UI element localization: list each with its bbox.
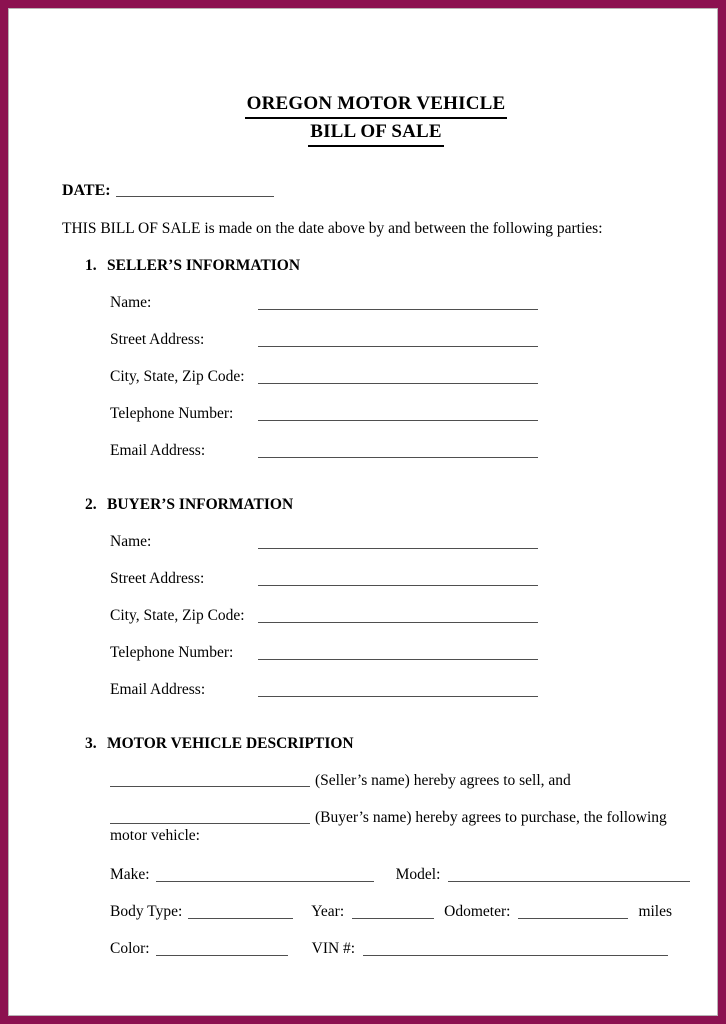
field-row (110, 294, 690, 312)
seller-section-number: 1. (85, 257, 97, 274)
odometer-input-line[interactable] (518, 903, 628, 919)
buyer-name-label: Name: (110, 533, 152, 550)
date-label: DATE: (62, 182, 111, 199)
title-line-2: BILL OF SALE (308, 119, 444, 147)
miles-label: miles (638, 903, 673, 920)
vin-label: VIN #: (311, 940, 356, 957)
title-line-1: OREGON MOTOR VEHICLE (245, 91, 508, 119)
seller-street-input-line[interactable] (258, 331, 538, 347)
buyer-clause-text: (Buyer’s name) hereby agrees to purchase, the following (315, 809, 667, 826)
model-label: Model: (395, 866, 441, 883)
seller-name-fill-line[interactable] (110, 786, 310, 787)
buyer-city-state-zip-label: City, State, Zip Code: (110, 607, 245, 624)
year-label: Year: (311, 903, 345, 920)
seller-section-heading (85, 257, 690, 275)
field-row (110, 644, 690, 662)
field-row (110, 533, 690, 551)
field-row (110, 331, 690, 349)
body-year-odometer-row (110, 903, 690, 921)
buyer-section-number: 2. (85, 496, 97, 513)
seller-name-input-line[interactable] (258, 294, 538, 310)
buyer-telephone-label: Telephone Number: (110, 644, 234, 661)
vin-input-line[interactable] (363, 940, 668, 956)
buyer-clause-continuation: motor vehicle: (110, 827, 200, 844)
buyer-section-heading (85, 496, 690, 514)
buyer-email-label: Email Address: (110, 681, 206, 698)
make-model-row (110, 866, 690, 884)
seller-name-label: Name: (110, 294, 152, 311)
page-content (8, 91, 718, 958)
color-vin-row (110, 940, 690, 958)
field-row (110, 405, 690, 423)
field-row (110, 681, 690, 699)
date-row (62, 180, 690, 201)
make-label: Make: (110, 866, 150, 883)
buyer-section-title: BUYER’S INFORMATION (107, 496, 294, 513)
buyer-street-label: Street Address: (110, 570, 205, 587)
model-input-line[interactable] (448, 866, 690, 882)
seller-clause-row (110, 772, 690, 790)
odometer-label: Odometer: (444, 903, 511, 920)
body-type-label: Body Type: (110, 903, 183, 920)
buyer-name-fill-line[interactable] (110, 823, 310, 824)
body-type-input-line[interactable] (188, 903, 293, 919)
seller-section-title: SELLER’S INFORMATION (107, 257, 301, 274)
field-row (110, 607, 690, 625)
field-row (110, 368, 690, 386)
field-row (110, 570, 690, 588)
date-input-line[interactable] (116, 196, 274, 197)
buyer-city-state-zip-input-line[interactable] (258, 607, 538, 623)
seller-street-label: Street Address: (110, 331, 205, 348)
seller-city-state-zip-input-line[interactable] (258, 368, 538, 384)
seller-telephone-label: Telephone Number: (110, 405, 234, 422)
document-title (62, 91, 690, 147)
year-input-line[interactable] (352, 903, 434, 919)
vehicle-section-title: MOTOR VEHICLE DESCRIPTION (107, 735, 354, 752)
seller-city-state-zip-label: City, State, Zip Code: (110, 368, 245, 385)
seller-email-label: Email Address: (110, 442, 206, 459)
seller-telephone-input-line[interactable] (258, 405, 538, 421)
vehicle-section-number: 3. (85, 735, 97, 752)
field-row (110, 442, 690, 460)
intro-text: THIS BILL OF SALE is made on the date above by and between the following parties: (62, 220, 603, 237)
buyer-email-input-line[interactable] (258, 681, 538, 697)
color-label: Color: (110, 940, 150, 957)
buyer-telephone-input-line[interactable] (258, 644, 538, 660)
make-input-line[interactable] (156, 866, 374, 882)
seller-clause-text: (Seller’s name) hereby agrees to sell, and (315, 772, 571, 789)
buyer-street-input-line[interactable] (258, 570, 538, 586)
seller-email-input-line[interactable] (258, 442, 538, 458)
buyer-clause-row (110, 809, 690, 827)
color-input-line[interactable] (156, 940, 288, 956)
buyer-name-input-line[interactable] (258, 533, 538, 549)
vehicle-section-heading (85, 735, 690, 753)
